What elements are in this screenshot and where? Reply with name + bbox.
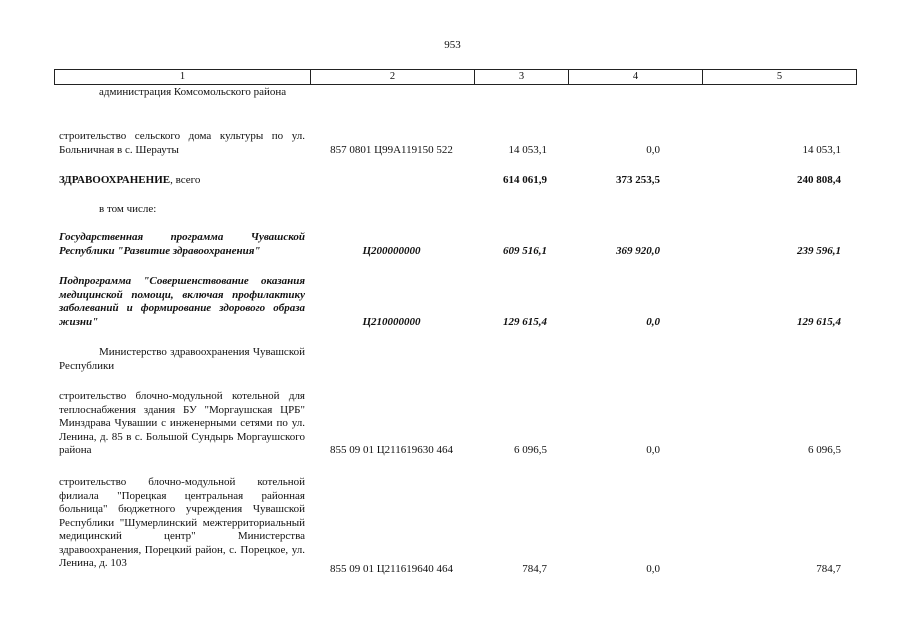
row-value-5: 240 808,4 [797, 174, 841, 186]
row-code: 855 09 01 Ц211619640 464 [329, 563, 454, 575]
row-description: строительство блочно-модульной котельной для теплоснабжения здания БУ "Моргаушская ЦРБ" Минздрава Чувашии с инженерными сетями по ул. Ленина, д. 85 в с. Большой Сундырь Моргаушского района [59, 390, 305, 456]
row-value-3: 614 061,9 [503, 174, 547, 186]
row-value-4: 0,0 [646, 315, 660, 328]
row-description: администрация Комсомольского района [99, 86, 287, 98]
row-value-5: 129 615,4 [797, 315, 841, 328]
row-value-4: 373 253,5 [616, 174, 660, 186]
row-value-3: 6 096,5 [514, 444, 547, 456]
row-description: в том числе: [99, 203, 157, 215]
table-header [54, 69, 857, 85]
section-title-suffix: , всего [170, 174, 201, 186]
row-value-5: 784,7 [816, 563, 841, 575]
row-code: 855 09 01 Ц211619630 464 [329, 444, 454, 456]
row-value-5: 14 053,1 [802, 143, 841, 156]
row-description [59, 174, 305, 188]
row-code: Ц200000000 [362, 244, 421, 257]
row-value-4: 0,0 [646, 444, 660, 456]
row-value-3: 609 516,1 [503, 244, 547, 257]
header-col-5: 5 [776, 71, 783, 82]
header-col-4: 4 [632, 71, 639, 82]
page-number: 953 [444, 39, 461, 51]
row-description: Государственная программа Чувашской Республики "Развитие здравоохранения" [59, 231, 305, 257]
row-description: Подпрограмма "Совершенствование оказания медицинской помощи, включая профилактику заболеваний и формирование здорового образа жизни" [59, 275, 305, 328]
section-title: ЗДРАВООХРАНЕНИЕ [59, 174, 171, 186]
row-value-3: 784,7 [522, 563, 547, 575]
row-description: Министерство здравоохранения Чувашской Республики [59, 346, 305, 372]
row-value-3: 14 053,1 [508, 143, 547, 156]
header-col-1: 1 [179, 71, 186, 82]
row-value-5: 6 096,5 [808, 444, 841, 456]
row-value-4: 0,0 [646, 143, 660, 156]
row-description: строительство сельского дома культуры по ул. Больничная в с. Шерауты [59, 130, 305, 156]
row-value-4: 369 920,0 [616, 244, 660, 257]
header-col-3: 3 [518, 71, 525, 82]
row-value-4: 0,0 [646, 563, 660, 575]
row-value-3: 129 615,4 [503, 315, 547, 328]
header-col-2: 2 [389, 71, 396, 82]
row-description: строительство блочно-модульной котельной филиала "Порецкая центральная районная больница" бюджетного учреждения Чувашской Республики "Шумерлинский межтерриториальный медицинский центр" Министерства здравоохранения, Порецкий район, с. Порецкое, ул. Ленина, д. 103 [59, 476, 305, 569]
row-code: Ц210000000 [362, 315, 421, 328]
row-code: 857 0801 Ц99А119150 522 [330, 143, 453, 156]
row-value-5: 239 596,1 [797, 244, 841, 257]
